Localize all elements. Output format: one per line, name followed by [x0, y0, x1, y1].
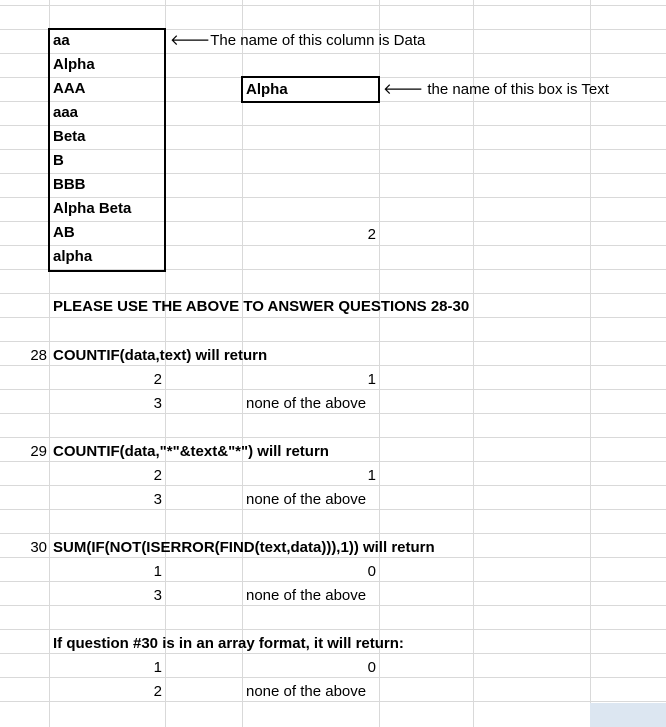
question-prompt: COUNTIF(data,text) will return [53, 347, 268, 364]
data-cell[interactable]: AAA [53, 80, 86, 97]
question-number: 28 [30, 347, 47, 364]
instructions: PLEASE USE THE ABOVE TO ANSWER QUESTIONS 28-30 [53, 298, 470, 315]
text-box-note: 🡐 the name of this box is Text [383, 81, 609, 98]
result-cell[interactable]: 2 [367, 226, 376, 243]
data-cell[interactable]: Alpha [53, 56, 95, 73]
answer-option[interactable]: 1 [153, 659, 162, 676]
answer-option[interactable]: 3 [153, 491, 162, 508]
answer-option[interactable]: 0 [367, 659, 376, 676]
answer-option[interactable]: 1 [153, 563, 162, 580]
data-cell[interactable]: AB [53, 224, 75, 241]
answer-option[interactable]: 3 [153, 587, 162, 604]
gridline [0, 293, 666, 294]
data-cell[interactable]: Alpha Beta [53, 200, 132, 217]
text-box-value[interactable]: Alpha [246, 81, 288, 98]
gridline [379, 0, 380, 727]
question-prompt: SUM(IF(NOT(ISERROR(FIND(text,data))),1)) will return [53, 539, 435, 556]
gridline [0, 5, 666, 6]
question-number: 30 [30, 539, 47, 556]
data-cell[interactable]: Beta [53, 128, 86, 145]
question-number [0, 632, 47, 656]
data-cell[interactable]: alpha [53, 248, 93, 265]
horizontal-scrollbar[interactable] [590, 703, 666, 727]
data-column-note: 🡐The name of this column is Data [170, 32, 426, 49]
answer-option[interactable]: none of the above [246, 587, 367, 604]
answer-option[interactable]: none of the above [246, 395, 367, 412]
data-cell[interactable]: B [53, 152, 64, 169]
answer-option[interactable]: none of the above [246, 491, 367, 508]
answer-option[interactable]: 0 [367, 563, 376, 580]
answer-option[interactable]: 1 [367, 371, 376, 388]
data-cell[interactable]: BBB [53, 176, 86, 193]
gridline [0, 341, 666, 342]
question-prompt: If question #30 is in an array format, it will return: [53, 635, 404, 652]
question-prompt: COUNTIF(data,"*"&text&"*") will return [53, 443, 329, 460]
question-number: 29 [30, 443, 47, 460]
answer-option[interactable]: 1 [367, 467, 376, 484]
answer-option[interactable]: none of the above [246, 683, 367, 700]
answer-option[interactable]: 2 [153, 683, 162, 700]
gridline [590, 0, 591, 727]
data-cell[interactable]: aaa [53, 104, 79, 121]
gridline [473, 0, 474, 727]
gridline [0, 533, 666, 534]
gridline [0, 629, 666, 630]
data-cell[interactable]: aa [53, 32, 70, 49]
gridline [0, 437, 666, 438]
answer-option[interactable]: 2 [153, 371, 162, 388]
answer-option[interactable]: 3 [153, 395, 162, 412]
answer-option[interactable]: 2 [153, 467, 162, 484]
